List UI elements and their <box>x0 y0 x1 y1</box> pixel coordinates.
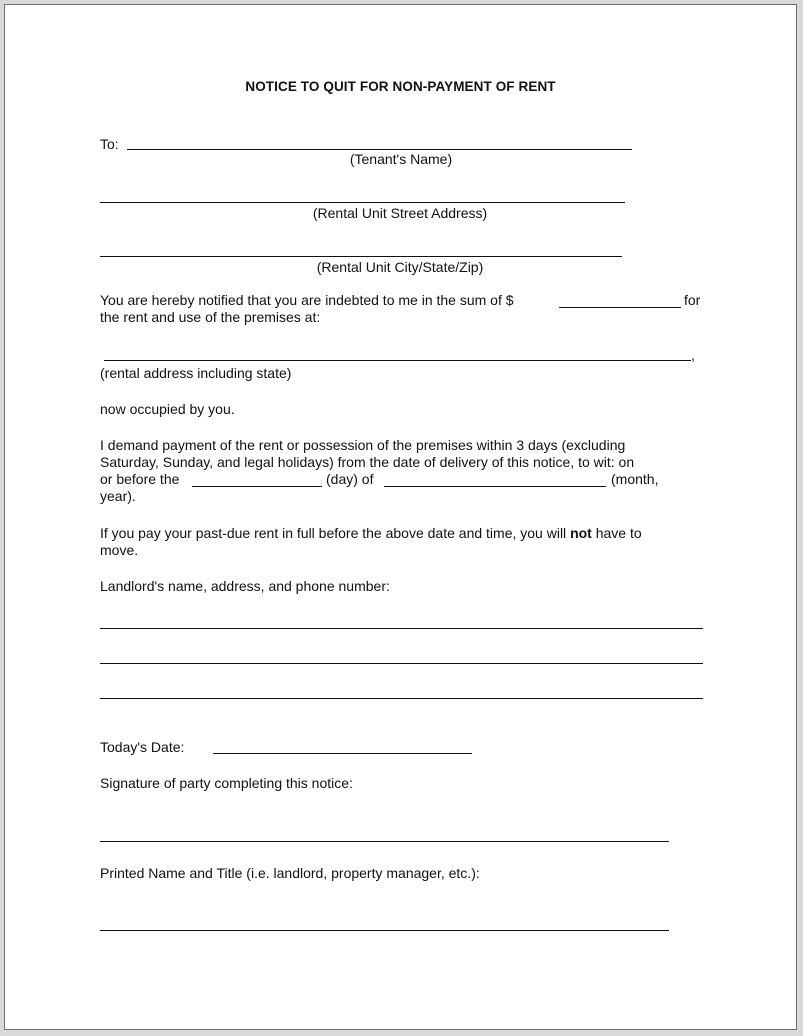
indebted-text: You are hereby notified that you are indebted to me in the sum of $ <box>100 292 514 308</box>
landlord-line-1[interactable] <box>100 628 703 629</box>
city-state-zip-field[interactable] <box>100 256 622 257</box>
month-year-field[interactable] <box>384 486 606 487</box>
rental-address-caption: (rental address including state) <box>100 365 292 381</box>
landlord-label: Landlord's name, address, and phone number: <box>100 578 390 594</box>
demand-line-3c: (month, <box>611 471 659 487</box>
signature-field[interactable] <box>100 841 669 842</box>
pay-notice-line-1 <box>100 525 642 542</box>
premises-text: the rent and use of the premises at: <box>100 309 321 325</box>
street-address-caption: (Rental Unit Street Address) <box>312 205 488 221</box>
to-label: To: <box>100 136 119 152</box>
occupied-text: now occupied by you. <box>100 401 235 417</box>
document-page <box>4 4 797 1030</box>
street-address-field[interactable] <box>100 202 625 203</box>
city-state-zip-caption: (Rental Unit City/State/Zip) <box>316 259 484 275</box>
pay-notice-bold: not <box>570 525 592 541</box>
tenant-name-caption: (Tenant's Name) <box>349 151 453 167</box>
demand-line-2: Saturday, Sunday, and legal holidays) from the date of delivery of this notice, to wit: on <box>100 454 635 470</box>
printed-name-field[interactable] <box>100 930 669 931</box>
landlord-line-2[interactable] <box>100 663 703 664</box>
pay-notice-line-2: move. <box>100 542 139 558</box>
todays-date-label: Today's Date: <box>100 739 185 755</box>
pay-notice-text-b: have to <box>591 525 642 541</box>
pay-notice-text-a: If you pay your past-due rent in full before the above date and time, you will <box>100 525 571 541</box>
for-text: for <box>684 292 701 308</box>
demand-line-3a: or before the <box>100 471 180 487</box>
demand-line-1: I demand payment of the rent or possession of the premises within 3 days (excluding <box>100 437 626 453</box>
tenant-name-field[interactable] <box>127 149 632 150</box>
day-field[interactable] <box>192 486 322 487</box>
amount-field[interactable] <box>559 307 681 308</box>
document-title: NOTICE TO QUIT FOR NON-PAYMENT OF RENT <box>245 79 556 94</box>
demand-line-3b: (day) of <box>326 471 374 487</box>
landlord-line-3[interactable] <box>100 698 703 699</box>
rental-address-comma: , <box>691 347 695 363</box>
signature-label: Signature of party completing this notice: <box>100 775 353 791</box>
todays-date-field[interactable] <box>213 753 472 754</box>
printed-name-label: Printed Name and Title (i.e. landlord, property manager, etc.): <box>100 865 480 881</box>
rental-address-field[interactable] <box>104 360 691 361</box>
demand-line-4: year). <box>100 488 136 504</box>
